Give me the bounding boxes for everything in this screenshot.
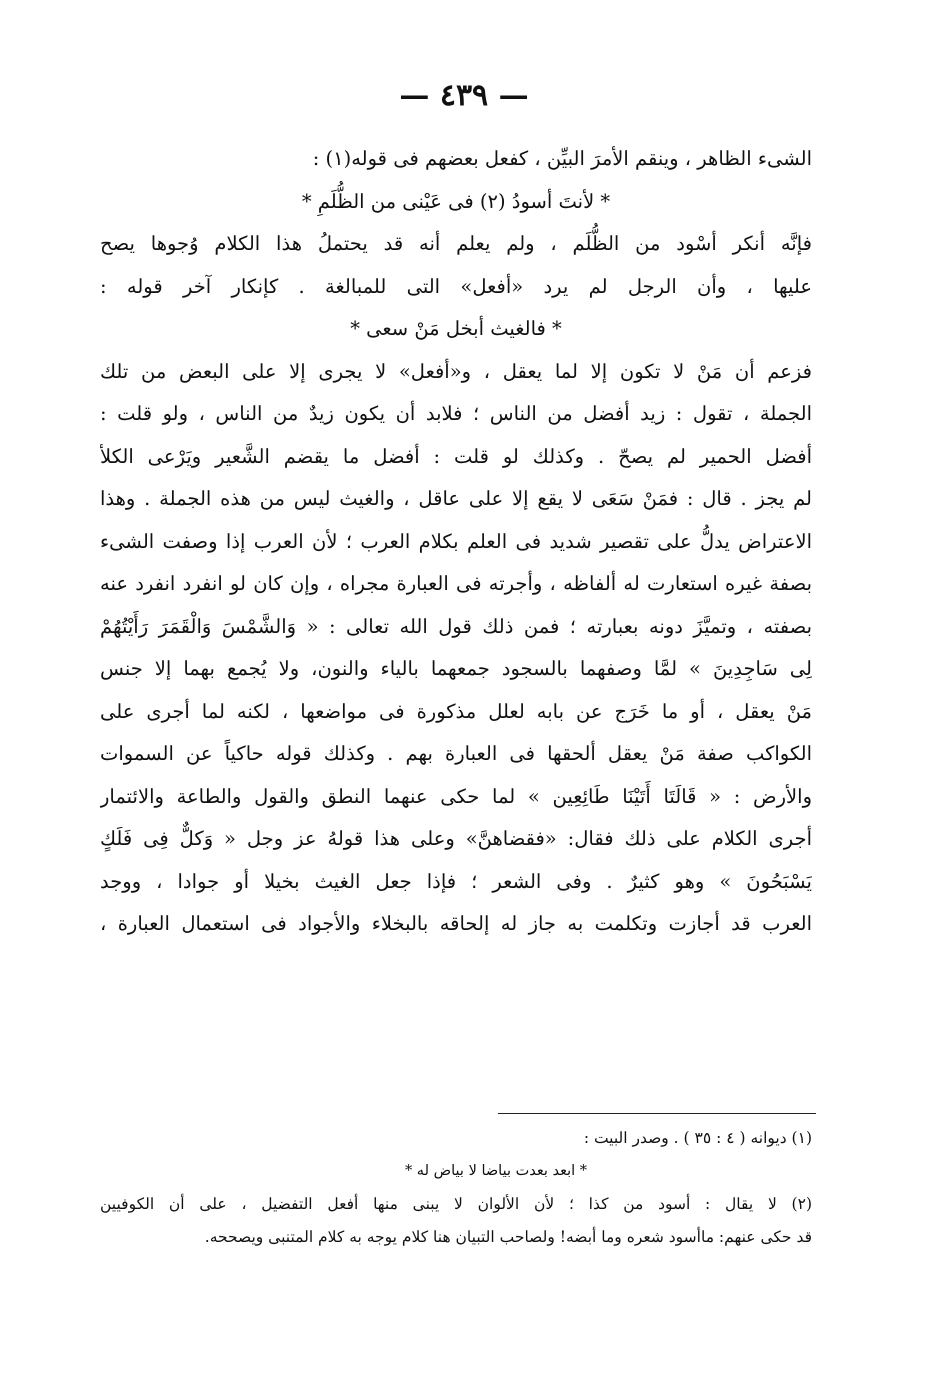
- text-line: أفضل الحمير لم يصحّ . وكذلك لو قلت : أفضل ما يقضم الشَّعير ويَرْعى الكلأ: [100, 444, 812, 468]
- text-line: الجملة ، تقول : زيد أفضل من الناس ؛ فلابد أن يكون زيدٌ من الناس ، ولو قلت :: [100, 402, 812, 425]
- verse-line: * فالغيث أبخل مَنْ سعى *: [350, 317, 562, 340]
- footnote-line: (٢) لا يقال : أسود من كذا ؛ لأن الألوان لا يبنى منها أفعل التفضيل ، على أن الكوفيين: [100, 1195, 812, 1213]
- main-text: [100, 138, 812, 946]
- footnote-line: (١) ديوانه ( ٤ : ٣٥ ) . وصدر البيت :: [583, 1129, 812, 1147]
- text-line: فزعم أن مَنْ لا تكون إلا لما يعقل ، و«أفعل» لا يجرى إلا على البعض من تلك: [100, 359, 812, 383]
- text-line: لم يجز . قال : فمَنْ سَعَى لا يقع إلا على عاقل ، والغيث ليس من هذه الجملة . وهذا: [100, 487, 812, 510]
- page-number: — ٤٣٩ —: [399, 78, 529, 113]
- footnote-line: قد حكى عنهم: ماأسود شعره وما أبضه! ولصاحب التبيان هنا كلام يوجه به كلام المتنبى ويصححه.: [204, 1228, 812, 1246]
- text-line: فإنَّه أنكر أسْود من الظُّلَم ، ولم يعلم أنه قد يحتملُ هذا الكلام وُجوها يصح: [100, 232, 812, 255]
- footnote-verse: * ابعد بعدت بياضا لا بياض له *: [404, 1163, 588, 1179]
- text-line: العرب قد أجازت وتكلمت به جاز له إلحاقه بالبخلاء والأجواد فى استعمال العبارة ،: [100, 912, 812, 935]
- text-line: الاعتراض يدلُّ على تقصير شديد فى العلم بكلام العرب ؛ لأن العرب إذا وصفت الشىء: [100, 529, 812, 553]
- verse-line: * لأنتَ أسودُ (٢) فى عَيْنى من الظُّلَمِ *: [301, 189, 611, 213]
- footnote-divider: [498, 1113, 816, 1114]
- text-line: الشىء الظاهر ، وينقم الأمرَ البيِّن ، كفعل بعضهم فى قوله(١) :: [312, 147, 812, 170]
- text-line: مَنْ يعقل ، أو ما خَرَج عن بابه لعلل مذكورة فى مواضعها ، لكنه لما أجرى على: [100, 699, 812, 723]
- text-line: يَسْبَحُونَ » وهو كثيرٌ . وفى الشعر ؛ فإذا جعل الغيث بخيلا أو جوادا ، ووجد: [100, 869, 812, 893]
- footnotes: [100, 1122, 812, 1254]
- text-line: والأرض : « قَالَتَا أَتَيْنَا طَائِعِين » لما حكى عنهما النطق والقول والطاعة والائتمار: [100, 784, 812, 808]
- text-line: لِى سَاجِدِينَ » لمَّا وصفهما بالسجود جمعهما بالياء والنون، ولا يُجمع بهما إلا جنس: [100, 657, 812, 680]
- text-line: الكواكب صفة مَنْ يعقل ألحقها فى العبارة بهم . وكذلك قوله حاكياً عن السموات: [100, 742, 812, 765]
- text-line: عليها ، وأن الرجل لم يرد «أفعل» التى للمبالغة . كإنكار آخر قوله :: [100, 274, 812, 298]
- text-line: بصفته ، وتميَّزَ دونه بعبارته ؛ فمن ذلك قول الله تعالى : « وَالشَّمْسَ وَالْقَمَرَ رَأَيْتُهُمْ: [100, 614, 812, 638]
- text-line: أجرى الكلام على ذلك فقال: «فقضاهنَّ» وعلى هذا قولهُ عز وجل « وَكلٌّ فِى فَلَكٍ: [100, 827, 812, 850]
- text-line: بصفة غيره استعارت له ألفاظه ، وأجرته فى العبارة مجراه ، وإن كان لو انفرد انفرد عنه: [100, 572, 812, 595]
